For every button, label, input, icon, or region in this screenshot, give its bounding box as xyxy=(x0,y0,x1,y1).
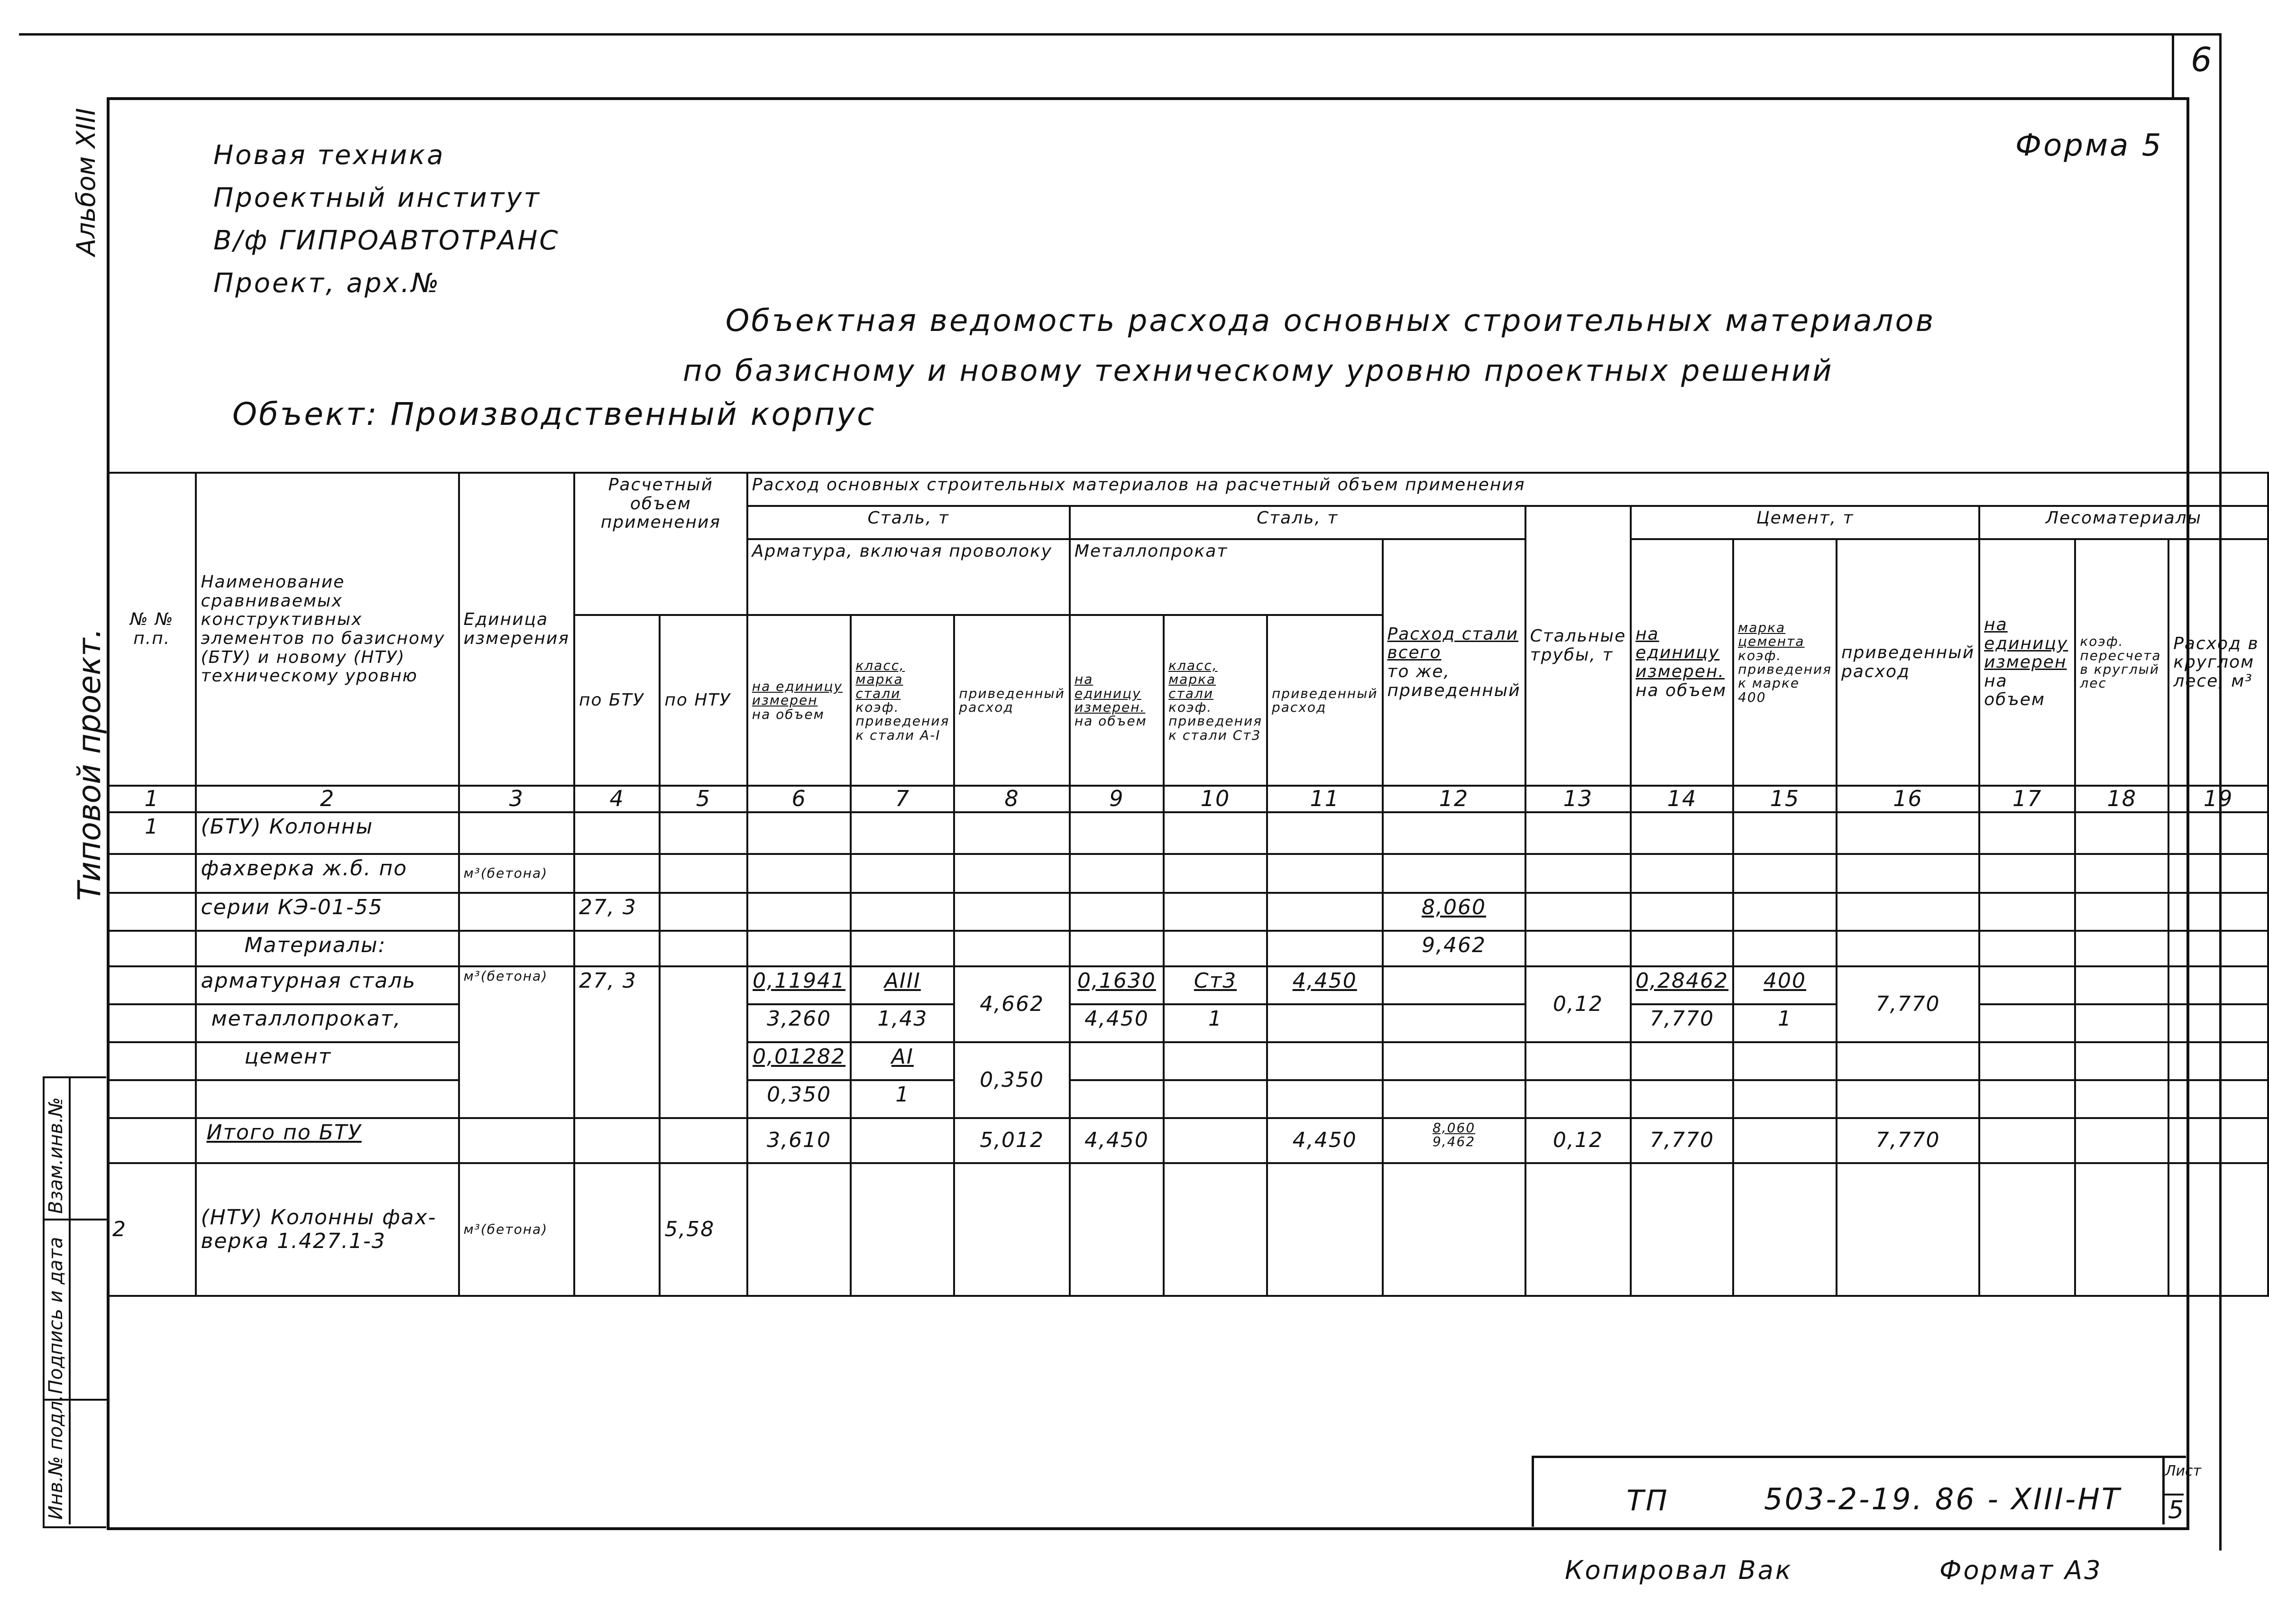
table-row xyxy=(108,1042,2268,1080)
cell: 4,450 xyxy=(1267,1118,1383,1163)
row-name: серии КЭ-01-55 xyxy=(196,893,459,931)
row-name: Итого по БТУ xyxy=(196,1118,459,1163)
col-num: 17 xyxy=(1979,786,2075,812)
row-unit: м³(бетона) xyxy=(459,1163,574,1296)
row-name: (НТУ) Колонны фах- верка 1.427.1-3 xyxy=(196,1163,459,1296)
cell: 1 xyxy=(851,1080,954,1118)
cell: 3,260 xyxy=(747,1004,851,1042)
cell: 400 xyxy=(1733,966,1837,1004)
h-steel-1: Сталь, т xyxy=(747,506,1070,539)
cell: 4,450 xyxy=(1070,1118,1164,1163)
h-c5: по НТУ xyxy=(660,615,747,786)
row-vol-btu: 27, 3 xyxy=(574,893,660,931)
col-num: 14 xyxy=(1631,786,1733,812)
paper-format: Формат А3 xyxy=(1939,1555,2103,1585)
cell: 7,770 xyxy=(1631,1004,1733,1042)
col-num: 10 xyxy=(1164,786,1267,812)
h-steel-2: Сталь, т xyxy=(1070,506,1525,539)
table-row xyxy=(108,893,2268,931)
row-vol-btu: 27, 3 xyxy=(574,966,660,1118)
h-unit: Единица измерения xyxy=(459,473,574,786)
row-name: Материалы: xyxy=(196,931,459,966)
header-line-2: Проектный институт xyxy=(213,183,542,213)
col-num: 2 xyxy=(196,786,459,812)
h-c11: приведенный расход xyxy=(1267,615,1383,786)
col-num: 7 xyxy=(851,786,954,812)
row-unit: м³(бетона) xyxy=(459,854,574,893)
materials-table xyxy=(107,472,2269,1297)
col-num: 9 xyxy=(1070,786,1164,812)
col-num: 11 xyxy=(1267,786,1383,812)
cell: 0,28462 xyxy=(1631,966,1733,1004)
h-c10: класс, марка стали коэф. приведения к стали Ст3 xyxy=(1164,615,1267,786)
row-name: металлопрокат, xyxy=(196,1004,459,1042)
col-num: 18 xyxy=(2075,786,2168,812)
title-line-1: Объектная ведомость расхода основных строительных материалов xyxy=(726,303,1936,339)
h-c18: коэф. пересчета в круглый лес xyxy=(2075,539,2168,786)
h-name: Наименование сравниваемых конструктивных элементов по базисному (БТУ) и новому (НТУ) техническому уровню xyxy=(196,473,459,786)
cell: 0,11941 xyxy=(747,966,851,1004)
col-num: 8 xyxy=(954,786,1070,812)
header-line-3: В/ф ГИПРОАВТОТРАНС xyxy=(213,225,560,256)
col-num: 16 xyxy=(1837,786,1979,812)
row-name: арматурная сталь xyxy=(196,966,459,1004)
row-c12a: 8,060 xyxy=(1383,893,1525,931)
col-num: 5 xyxy=(660,786,747,812)
col-num: 15 xyxy=(1733,786,1837,812)
copied-by: Копировал Вак xyxy=(1565,1555,1793,1585)
cell: 4,450 xyxy=(1267,966,1383,1004)
h-c14: на единицу измерен. на объем xyxy=(1631,539,1733,786)
corner-sheet-number: 6 xyxy=(2191,40,2214,79)
col-num: 1 xyxy=(108,786,196,812)
cell: 0,12 xyxy=(1525,1118,1631,1163)
h-c8: приведенный расход xyxy=(954,615,1070,786)
cell: 5,012 xyxy=(954,1118,1070,1163)
cell: 7,770 xyxy=(1631,1118,1733,1163)
col-num: 6 xyxy=(747,786,851,812)
h-arm: Арматура, включая проволоку xyxy=(747,539,1070,615)
cell: 4,450 xyxy=(1070,1004,1164,1042)
stamp-sheet-label: Лист xyxy=(2165,1463,2202,1479)
stamp-tp: ТП xyxy=(1626,1484,1669,1517)
row-number: 1 xyxy=(108,812,196,854)
h-wood: Лесоматериалы xyxy=(1979,506,2268,539)
col-num: 19 xyxy=(2168,786,2268,812)
h-c6: на единицу измерен на объем xyxy=(747,615,851,786)
row-c12b: 9,462 xyxy=(1383,931,1525,966)
h-c12: Расход стали всего то же, приведенный xyxy=(1383,539,1525,786)
cell: АI xyxy=(851,1042,954,1080)
row-vol-ntu: 5,58 xyxy=(660,1163,747,1296)
h-c19: Расход в круглом лесе, м³ xyxy=(2168,539,2268,786)
h-c7: класс, марка стали коэф. приведения к стали А-I xyxy=(851,615,954,786)
row-name: фахверка ж.б. по xyxy=(196,854,459,893)
header-line-4: Проект, арх.№ xyxy=(213,268,441,299)
cell: 0,1630 xyxy=(1070,966,1164,1004)
row-name: (БТУ) Колонны xyxy=(196,812,459,854)
cell: 7,770 xyxy=(1837,966,1979,1042)
table-row xyxy=(108,812,2268,854)
cell: 1 xyxy=(1733,1004,1837,1042)
table-row-total xyxy=(108,1118,2268,1163)
object-line: Объект: Производственный корпус xyxy=(232,396,876,432)
form-label: Форма 5 xyxy=(2015,128,2163,163)
h-c13: Стальные трубы, т xyxy=(1525,506,1631,786)
left-stamp-divider xyxy=(69,1076,71,1524)
h-top: Расход основных строительных материалов на расчетный объем применения xyxy=(747,473,2268,506)
stamp-code: 503-2-19. 86 - XIII-НТ xyxy=(1764,1482,2122,1516)
cell: 1,43 xyxy=(851,1004,954,1042)
h-c9: на единицу измерен. на объем xyxy=(1070,615,1164,786)
typical-project-label: Типовой проект. xyxy=(71,628,108,901)
cell: 1 xyxy=(1164,1004,1267,1042)
h-num: № № п.п. xyxy=(108,473,196,786)
h-c15: марка цемента коэф. приведения к марке 400 xyxy=(1733,539,1837,786)
cell: 0,350 xyxy=(954,1042,1070,1118)
cell: 3,610 xyxy=(747,1118,851,1163)
row-name: цемент xyxy=(196,1042,459,1080)
h-c17: на единицу измерен на объем xyxy=(1979,539,2075,786)
cell: Ст3 xyxy=(1164,966,1267,1004)
table-row xyxy=(108,1080,2268,1118)
row-unit: м³(бетона) xyxy=(459,966,574,1118)
title-line-2: по базисному и новому техническому уровню проектных решений xyxy=(683,353,1834,388)
cell: 0,12 xyxy=(1525,966,1631,1042)
cell: АIII xyxy=(851,966,954,1004)
row-number: 2 xyxy=(108,1163,196,1296)
album-label: Альбом XIII xyxy=(71,108,101,256)
cell: 7,770 xyxy=(1837,1118,1979,1163)
header-line-1: Новая техника xyxy=(213,140,445,171)
cell: 0,350 xyxy=(747,1080,851,1118)
stamp-sheet-number: 5 xyxy=(2168,1496,2186,1524)
h-metal: Металлопрокат xyxy=(1070,539,1383,615)
col-num: 4 xyxy=(574,786,660,812)
cell: 0,01282 xyxy=(747,1042,851,1080)
col-num: 13 xyxy=(1525,786,1631,812)
table-row xyxy=(108,966,2268,1004)
col-num: 12 xyxy=(1383,786,1525,812)
h-c16: приведенный расход xyxy=(1837,539,1979,786)
top-border xyxy=(19,33,2219,36)
stamp-replace-inv: Взам.инв.№ xyxy=(45,1097,67,1214)
cell: 4,662 xyxy=(954,966,1070,1042)
table-row xyxy=(108,931,2268,966)
h-c4: по БТУ xyxy=(574,615,660,786)
stamp-inv-number: Инв.№ подл. xyxy=(45,1395,67,1520)
h-cement: Цемент, т xyxy=(1631,506,1979,539)
table-row xyxy=(108,1163,2268,1296)
cell: 8,060 9,462 xyxy=(1383,1118,1525,1163)
stamp-signature-date: Подпись и дата xyxy=(45,1237,67,1394)
table-row xyxy=(108,854,2268,893)
h-volume: Расчетный объем применения xyxy=(574,473,747,615)
col-num: 3 xyxy=(459,786,574,812)
